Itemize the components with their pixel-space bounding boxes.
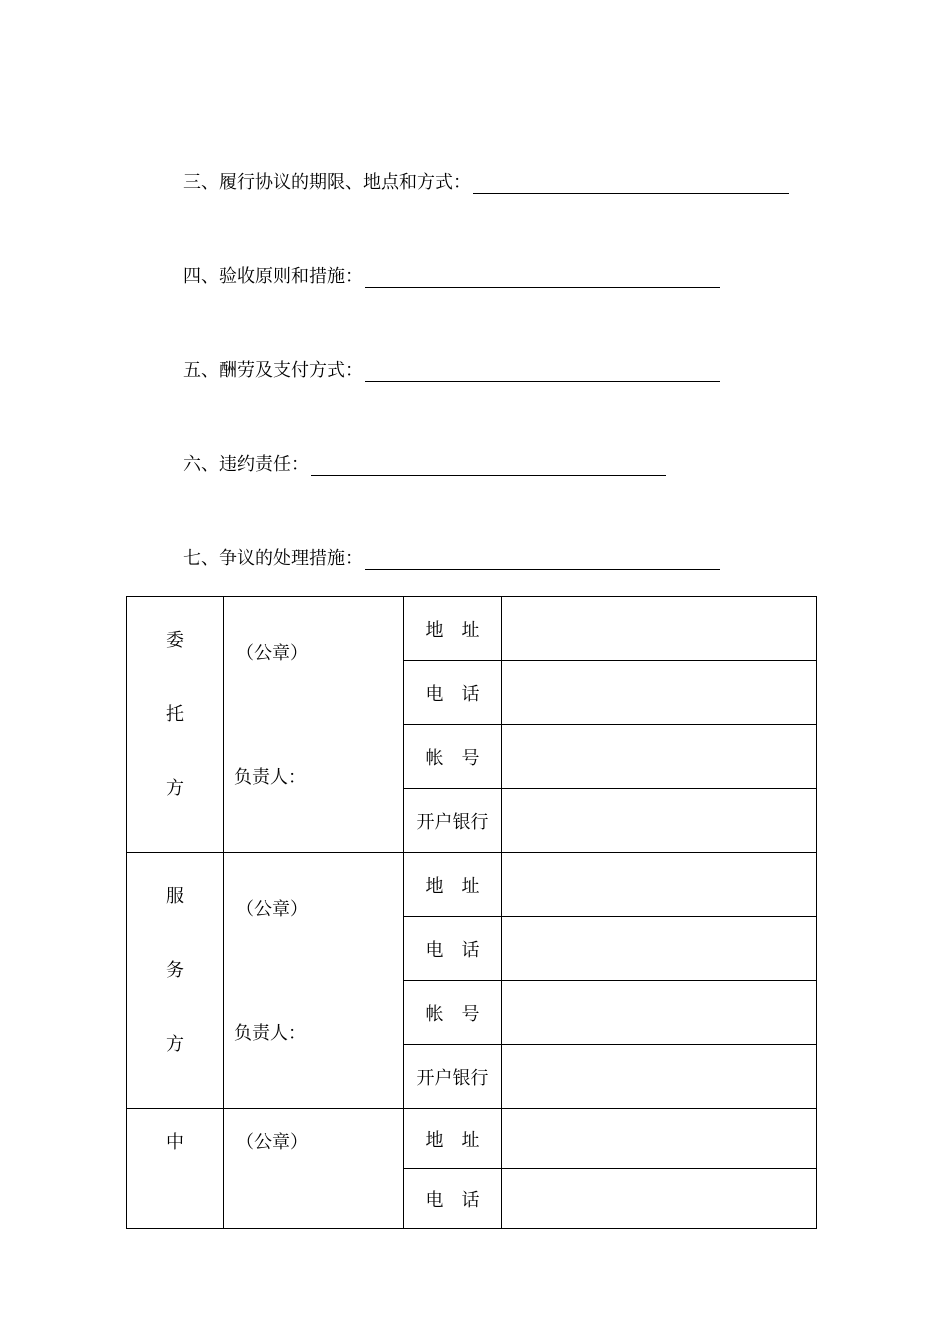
clause-label: 五、酬劳及支付方式： (183, 360, 363, 381)
field-label-bank: 开户银行 (404, 789, 502, 853)
party-name-char: 服 (166, 886, 184, 907)
field-label-phone: 电 话 (404, 917, 502, 981)
seal-area-provider[interactable] (224, 853, 404, 1109)
party-name-intermediary (127, 1109, 224, 1229)
fill-in-blank[interactable] (365, 551, 720, 570)
field-value-address[interactable] (502, 1109, 817, 1169)
seal-area-client[interactable] (224, 597, 404, 853)
field-label-address: 地 址 (404, 1109, 502, 1169)
seal-label: （公章） (236, 643, 308, 664)
clause-liability (183, 450, 666, 476)
table-row (127, 853, 817, 917)
field-value-phone[interactable] (502, 661, 817, 725)
field-value-bank[interactable] (502, 1045, 817, 1109)
party-name-char: 方 (166, 1034, 184, 1055)
field-label-account: 帐 号 (404, 725, 502, 789)
fill-in-blank[interactable] (365, 269, 720, 288)
field-value-phone[interactable] (502, 1169, 817, 1229)
fill-in-blank[interactable] (311, 457, 666, 476)
field-value-account[interactable] (502, 981, 817, 1045)
field-label-phone: 电 话 (404, 1169, 502, 1229)
field-value-address[interactable] (502, 597, 817, 661)
clause-label: 四、验收原则和措施： (183, 266, 363, 287)
party-name-char: 托 (166, 704, 184, 725)
field-label-address: 地 址 (404, 853, 502, 917)
party-name-client (127, 597, 224, 853)
field-label-address: 地 址 (404, 597, 502, 661)
party-name-char: 方 (166, 778, 184, 799)
field-label-account: 帐 号 (404, 981, 502, 1045)
party-signature-table (126, 596, 817, 1229)
field-value-address[interactable] (502, 853, 817, 917)
party-name-provider (127, 853, 224, 1109)
clause-label: 三、履行协议的期限、地点和方式： (183, 172, 471, 193)
field-value-account[interactable] (502, 725, 817, 789)
field-value-phone[interactable] (502, 917, 817, 981)
clause-payment (183, 356, 720, 382)
party-name-char: 委 (166, 630, 184, 651)
party-name-char: 务 (166, 960, 184, 981)
field-label-phone: 电 话 (404, 661, 502, 725)
person-in-charge-label: 负责人： (234, 1023, 306, 1044)
field-label-bank: 开户银行 (404, 1045, 502, 1109)
seal-label: （公章） (236, 899, 308, 920)
table-row (127, 597, 817, 661)
person-in-charge-label: 负责人： (234, 767, 306, 788)
seal-area-intermediary[interactable] (224, 1109, 404, 1229)
fill-in-blank[interactable] (473, 175, 789, 194)
party-name-char: 中 (166, 1132, 184, 1153)
field-value-bank[interactable] (502, 789, 817, 853)
clause-label: 七、争议的处理措施： (183, 548, 363, 569)
seal-label: （公章） (236, 1132, 308, 1153)
fill-in-blank[interactable] (365, 363, 720, 382)
clause-performance-term (183, 168, 789, 194)
clause-label: 六、违约责任： (183, 454, 309, 475)
clause-dispute (183, 544, 720, 570)
table-row (127, 1109, 817, 1169)
clause-acceptance (183, 262, 720, 288)
